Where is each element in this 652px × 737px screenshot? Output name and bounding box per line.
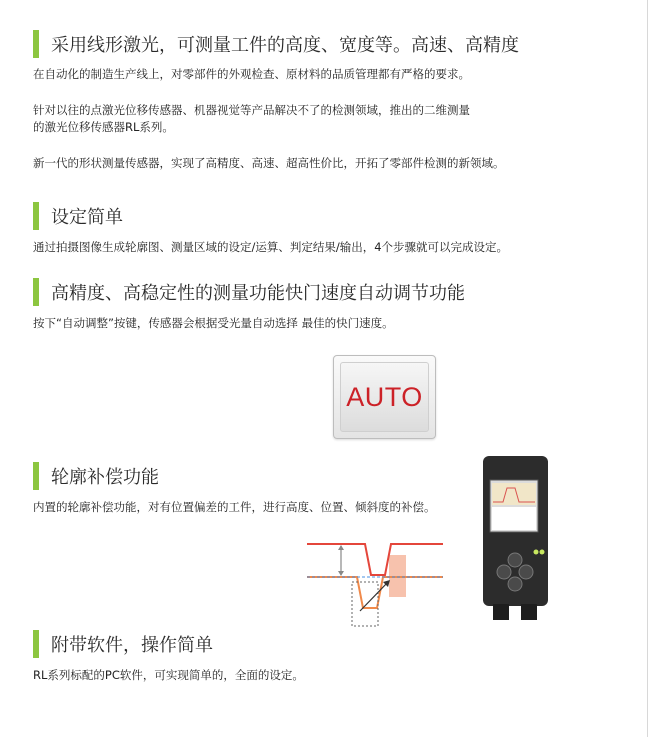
auto-button-illustration (333, 355, 436, 439)
status-led (540, 550, 545, 555)
down-button-icon (508, 577, 522, 591)
section-heading (33, 630, 213, 658)
compensation-arrow (360, 582, 388, 611)
paragraph: 内置的轮廓补偿功能，对有位置偏差的工件，进行高度、位置、倾斜度的补偿。 (33, 500, 436, 514)
heading-accent-bar (33, 30, 39, 58)
sensor-controller-image (481, 456, 550, 622)
section-profile-compensation (33, 462, 159, 490)
auto-button-label: AUTO (346, 381, 423, 412)
height-arrow-head-down (338, 571, 344, 576)
screen-info-panel (492, 507, 536, 530)
section-auto-shutter (33, 278, 465, 306)
paragraph: 的激光位移传感器RL系列。 (33, 120, 174, 134)
right-button-icon (519, 565, 533, 579)
cable-connector (493, 604, 509, 620)
measure-window (352, 582, 378, 626)
section-easy-setup (33, 202, 123, 230)
cable-connector (521, 604, 537, 620)
section-heading (33, 462, 159, 490)
heading-title: 轮廓补偿功能 (51, 467, 159, 488)
offset-profile-line (307, 577, 443, 608)
section-heading (33, 278, 465, 306)
heading-accent-bar (33, 278, 39, 306)
paragraph: 新一代的形状测量传感器，实现了高精度、高速、超高性价比，开拓了零部件检测的新领域。 (33, 156, 505, 170)
paragraph: 针对以往的点激光位移传感器、机器视觉等产品解决不了的检测领域，推出的二维测量 (33, 103, 470, 117)
paragraph: 通过拍摄图像生成轮廓图、测量区域的设定/运算、判定结果/输出，4个步骤就可以完成设定。 (33, 240, 509, 254)
section-pc-software (33, 630, 213, 658)
paragraph: 按下“自动调整”按键，传感器会根据受光量自动选择 最佳的快门速度。 (33, 316, 394, 330)
auto-button (340, 362, 429, 432)
heading-accent-bar (33, 202, 39, 230)
heading-accent-bar (33, 630, 39, 658)
section-line-laser (33, 30, 519, 58)
paragraph: 在自动化的制造生产线上，对零部件的外观检查、原材料的品质管理都有严格的要求。 (33, 67, 470, 81)
status-led (534, 550, 539, 555)
height-arrow-head-up (338, 545, 344, 550)
reference-profile-line (307, 544, 443, 575)
page-right-rule (647, 0, 648, 737)
heading-title: 高精度、高稳定性的测量功能快门速度自动调节功能 (51, 283, 465, 304)
up-button-icon (508, 553, 522, 567)
heading-title: 采用线形激光，可测量工件的高度、宽度等。高速、高精度 (51, 35, 519, 56)
section-heading (33, 202, 123, 230)
left-button-icon (497, 565, 511, 579)
section-heading (33, 30, 519, 58)
heading-accent-bar (33, 462, 39, 490)
profile-compensation-diagram (305, 535, 445, 627)
paragraph: RL系列标配的PC软件，可实现简单的，全面的设定。 (33, 668, 304, 682)
heading-title: 设定简单 (51, 207, 123, 228)
heading-title: 附带软件，操作简单 (51, 635, 213, 656)
